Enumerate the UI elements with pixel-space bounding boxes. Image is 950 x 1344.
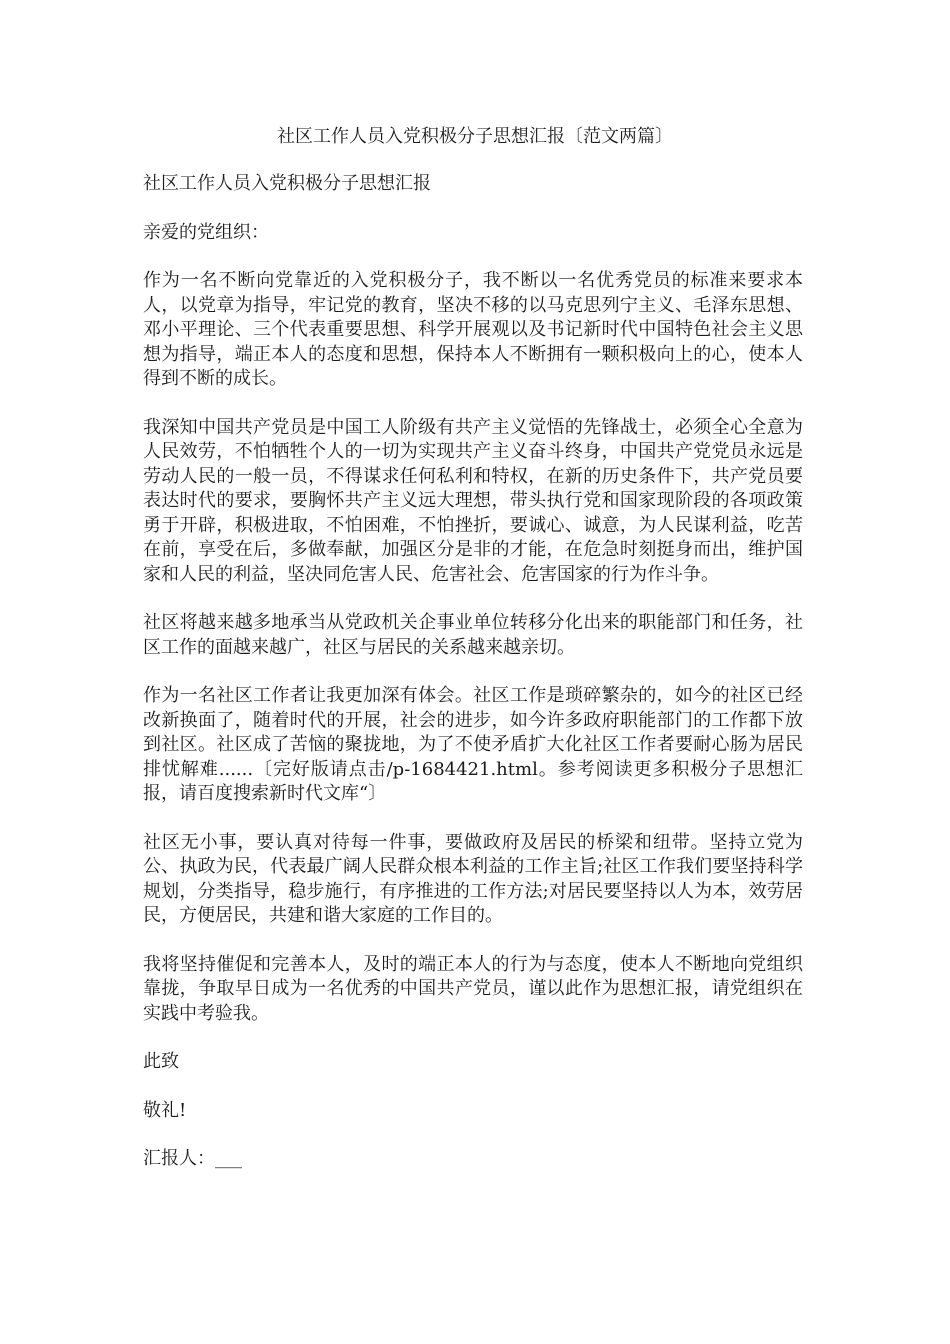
closing: 此致	[143, 1051, 179, 1072]
regards: 敬礼!	[143, 1099, 187, 1121]
paragraph: 我将坚持催促和完善本人，及时的端正本人的行为与态度，使本人不断地向党组织靠拢，争取早日成为一名优秀的中国共产党员，谨以此作为思想汇报，请党组织在实践中考验我。	[143, 953, 803, 1024]
paragraph: 作为一名社区工作者让我更加深有体会。社区工作是琐碎繁杂的，如今的社区已经改新换面了，随着时代的开展，社会的进步，如今许多政府职能部门的工作都下放到社区。社区成了苦恼的聚拢地，为了不使矛盾扩大化社区工作者要耐心肠为居民排忧解难......〔完好版请点击/p-1684421.html。参考阅读更多积极分子思想汇报，请百度搜索新时代文库“〕	[143, 685, 803, 804]
paragraph: 我深知中国共产党员是中国工人阶级有共产主义觉悟的先锋战士，必须全心全意为人民效劳，不怕牺牲个人的一切为实现共产主义奋斗终身，中国共产党党员永远是劳动人民的一般一员，不得谋求任何私利和特权，在新的历史条件下，共产党员要表达时代的要求，要胸怀共产主义远大理想，带头执行党和国家现阶段的各项政策勇于开辟，积极进取，不怕困难，不怕挫折，要诚心、诚意，为人民谋利益，吃苦在前，享受在后，多做奉献，加强区分是非的才能，在危急时刻挺身而出，维护国家和人民的利益，坚决同危害人民、危害社会、危害国家的行为作斗争。	[143, 416, 803, 585]
salutation: 亲爱的党组织：	[143, 221, 269, 243]
signature: 汇报人：___	[143, 1148, 242, 1169]
paragraph: 作为一名不断向党靠近的入党积极分子，我不断以一名优秀党员的标准来要求本人，以党章为指导，牢记党的教育，坚决不移的以马克思列宁主义、毛泽东思想、邓小平理论、三个代表重要思想、科学开展观以及书记新时代中国特色社会主义思想为指导，端正本人的态度和思想，保持本人不断拥有一颗积极向上的心，使本人得到不断的成长。	[143, 270, 803, 389]
paragraph: 社区将越来越多地承当从党政机关企事业单位转移分化出来的职能部门和任务，社区工作的面越来越广，社区与居民的关系越来越亲切。	[143, 612, 803, 658]
paragraph: 社区无小事，要认真对待每一件事，要做政府及居民的桥梁和纽带。坚持立党为公、执政为民，代表最广阔人民群众根本利益的工作主旨;社区工作我们要坚持科学规划，分类指导，稳步施行，有序推进的工作方法;对居民要坚持以人为本，效劳居民，方便居民，共建和谐大家庭的工作目的。	[143, 831, 803, 926]
section-heading: 社区工作人员入党积极分子思想汇报	[143, 173, 431, 194]
document-body	[143, 172, 803, 1196]
document-title: 社区工作人员入党积极分子思想汇报〔范文两篇〕	[277, 126, 673, 147]
